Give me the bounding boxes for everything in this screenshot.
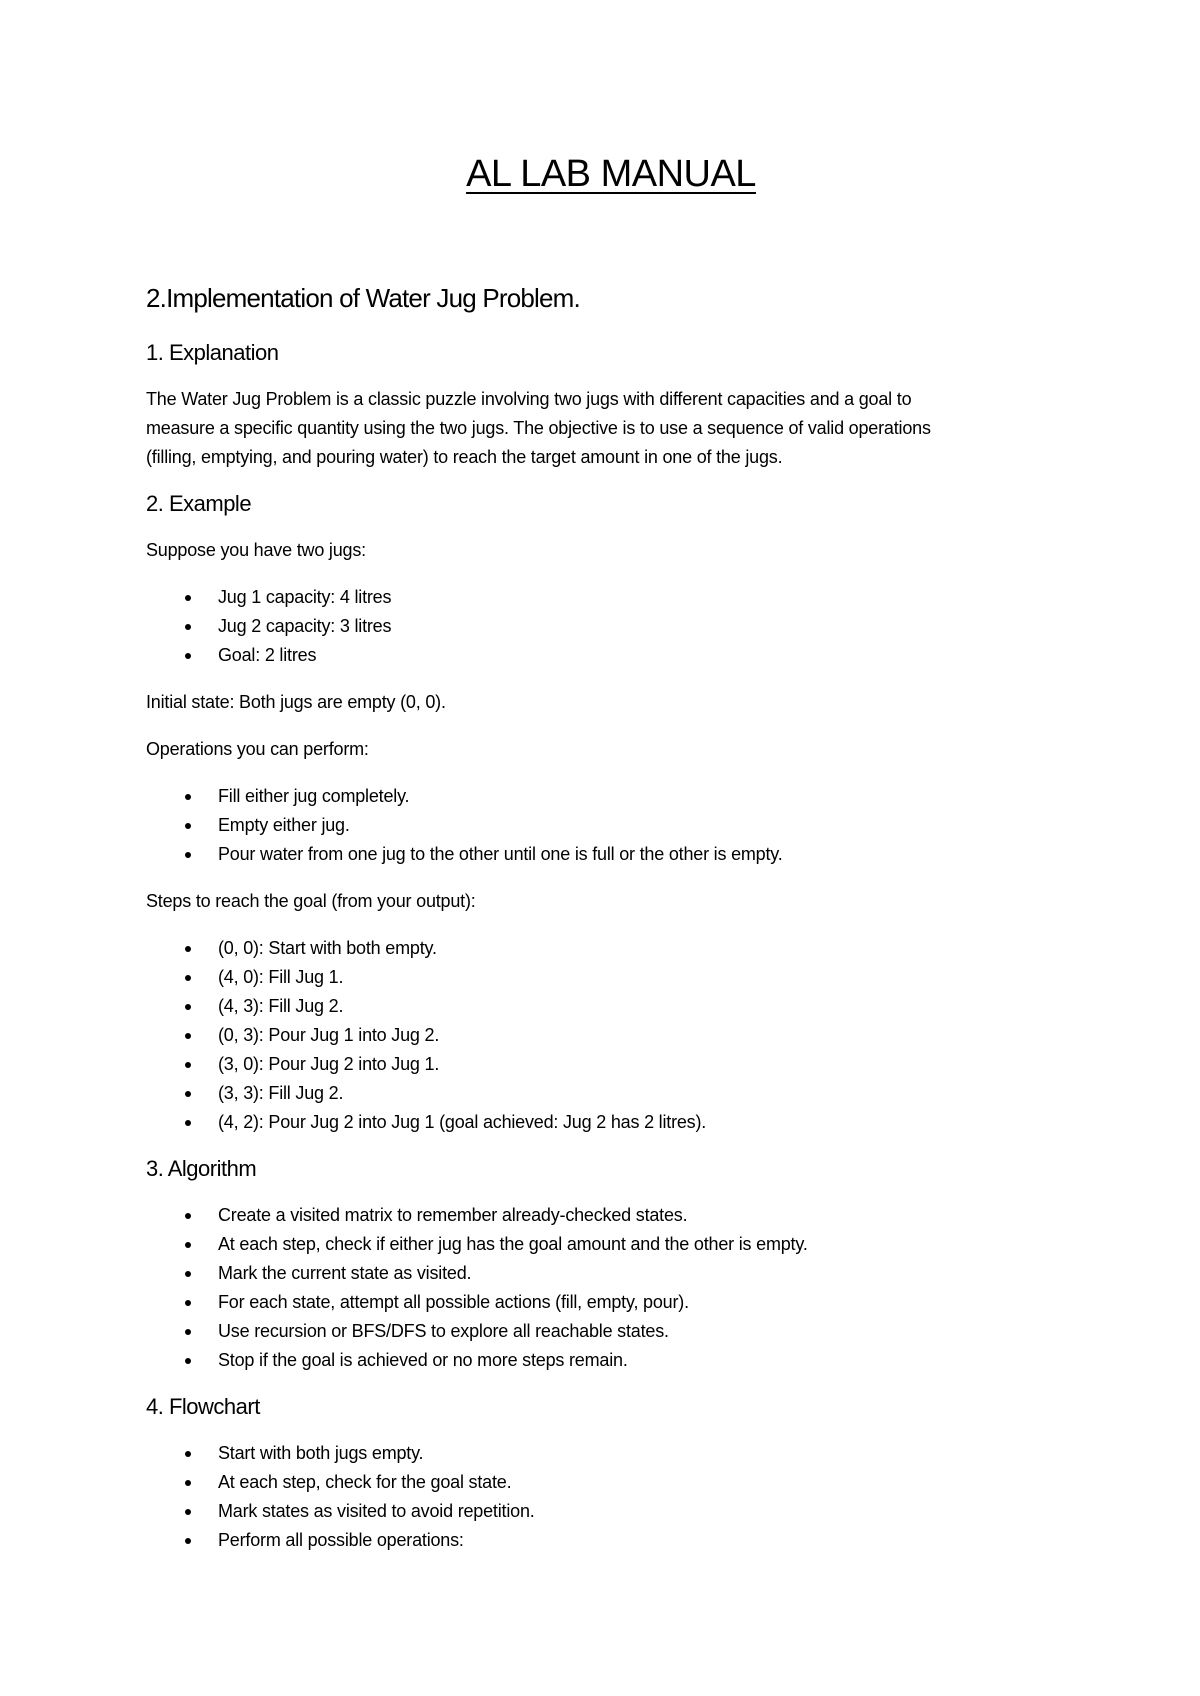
list-item [146,1021,1076,1050]
list-item [146,1079,1076,1108]
list-item [146,1050,1076,1079]
spacer [146,519,1076,536]
list-item-text: Pour water from one jug to the other until one is full or the other is empty. [218,844,783,864]
list-item [146,1526,1076,1555]
bullet-icon [185,794,191,800]
bullet-icon [185,852,191,858]
spacer [146,1375,1076,1392]
list-item [146,1468,1076,1497]
bullet-icon [185,1033,191,1039]
list-item-text: At each step, check for the goal state. [218,1472,512,1492]
bullet-icon [185,1300,191,1306]
steps-intro: Steps to reach the goal (from your output): [146,891,476,911]
flowchart-heading: 4. Flowchart [146,1394,260,1419]
jug-list [146,583,1076,670]
list-item-text: At each step, check if either jug has the goal amount and the other is empty. [218,1234,808,1254]
list-item [146,963,1076,992]
list-item [146,583,1076,612]
spacer [146,717,1076,735]
list-item [146,1346,1076,1375]
spacer [146,472,1076,489]
spacer [146,316,1076,338]
list-item [146,1497,1076,1526]
list-item [146,1439,1076,1468]
spacer [146,869,1076,887]
list-item-text: Goal: 2 litres [218,645,317,665]
document-title-text: AL LAB MANUAL [466,153,756,195]
list-item-text: Start with both jugs empty. [218,1443,424,1463]
spacer [146,1422,1076,1439]
algorithm-list [146,1201,1076,1375]
list-item-text: Empty either jug. [218,815,350,835]
flowchart-list [146,1439,1076,1555]
list-item-text: (4, 3): Fill Jug 2. [218,996,344,1016]
bullet-icon [185,1451,191,1457]
explanation-line: measure a specific quantity using the two jugs. The objective is to use a sequence of valid operations [146,418,931,438]
spacer [146,368,1076,385]
bullet-icon [185,1062,191,1068]
bullet-icon [185,1509,191,1515]
operations-list [146,782,1076,869]
list-item-text: Fill either jug completely. [218,786,410,806]
list-item-text: (4, 2): Pour Jug 2 into Jug 1 (goal achieved: Jug 2 has 2 litres). [218,1112,707,1132]
spacer [146,670,1076,688]
algorithm-heading: 3. Algorithm [146,1156,257,1181]
section-title: 2.Implementation of Water Jug Problem. [146,283,580,313]
list-item-text: Mark the current state as visited. [218,1263,472,1283]
example-heading: 2. Example [146,491,252,516]
bullet-icon [185,1538,191,1544]
bullet-icon [185,946,191,952]
list-item [146,840,1076,869]
bullet-icon [185,1120,191,1126]
list-item [146,641,1076,670]
bullet-icon [185,1242,191,1248]
spacer [146,1137,1076,1154]
list-item [146,1230,1076,1259]
list-item [146,612,1076,641]
initial-state: Initial state: Both jugs are empty (0, 0). [146,692,446,712]
list-item [146,934,1076,963]
bullet-icon [185,1091,191,1097]
list-item [146,1108,1076,1137]
list-item-text: Mark states as visited to avoid repetition. [218,1501,535,1521]
bullet-icon [185,1358,191,1364]
document-title [146,150,1076,210]
example-intro: Suppose you have two jugs: [146,540,366,560]
bullet-icon [185,1213,191,1219]
list-item-text: (0, 0): Start with both empty. [218,938,437,958]
list-item-text: For each state, attempt all possible actions (fill, empty, pour). [218,1292,689,1312]
explanation-line: The Water Jug Problem is a classic puzzle involving two jugs with different capacities and a goal to [146,389,912,409]
list-item [146,811,1076,840]
spacer [146,764,1076,782]
list-item [146,1317,1076,1346]
list-item-text: (3, 0): Pour Jug 2 into Jug 1. [218,1054,440,1074]
list-item-text: (4, 0): Fill Jug 1. [218,967,344,987]
list-item [146,1288,1076,1317]
list-item-text: Create a visited matrix to remember already-checked states. [218,1205,688,1225]
list-item [146,1201,1076,1230]
list-item [146,992,1076,1021]
list-item [146,1259,1076,1288]
bullet-icon [185,1480,191,1486]
list-item-text: (3, 3): Fill Jug 2. [218,1083,344,1103]
document-content [146,150,1076,1555]
operations-intro: Operations you can perform: [146,739,369,759]
list-item-text: Jug 2 capacity: 3 litres [218,616,392,636]
spacer [146,565,1076,583]
explanation-heading: 1. Explanation [146,340,279,365]
list-item-text: (0, 3): Pour Jug 1 into Jug 2. [218,1025,440,1045]
bullet-icon [185,823,191,829]
bullet-icon [185,1271,191,1277]
steps-list [146,934,1076,1137]
bullet-icon [185,595,191,601]
bullet-icon [185,975,191,981]
bullet-icon [185,1329,191,1335]
spacer [146,916,1076,934]
spacer [146,1184,1076,1201]
list-item-text: Perform all possible operations: [218,1530,464,1550]
bullet-icon [185,624,191,630]
list-item-text: Jug 1 capacity: 4 litres [218,587,392,607]
list-item-text: Use recursion or BFS/DFS to explore all reachable states. [218,1321,669,1341]
list-item [146,782,1076,811]
list-item-text: Stop if the goal is achieved or no more steps remain. [218,1350,628,1370]
explanation-paragraph [146,385,1076,472]
bullet-icon [185,653,191,659]
explanation-line: (filling, emptying, and pouring water) to reach the target amount in one of the jugs. [146,447,783,467]
bullet-icon [185,1004,191,1010]
